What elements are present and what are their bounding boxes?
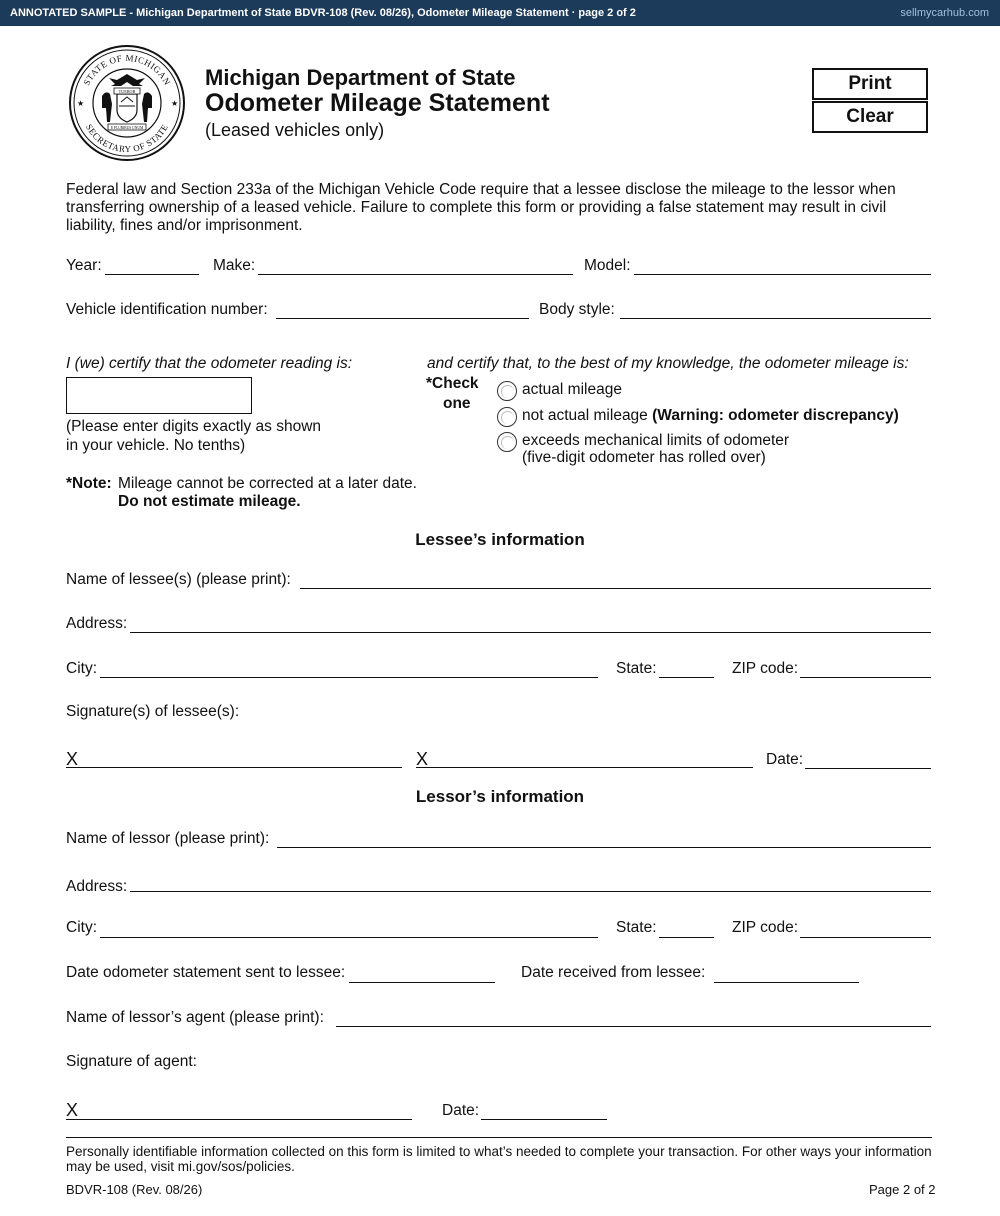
vin-label: Vehicle identification number: xyxy=(66,301,268,318)
lessee-zip-label: ZIP code: xyxy=(732,660,799,677)
actual-mileage-radio[interactable] xyxy=(497,381,517,401)
body-style-label: Body style: xyxy=(539,301,615,318)
make-field[interactable] xyxy=(258,257,573,275)
received-from-lessee-label: Date received from lessee: xyxy=(521,964,706,981)
print-button[interactable]: Print xyxy=(812,68,928,100)
lessor-state-label: State: xyxy=(616,919,657,936)
agent-date-label: Date: xyxy=(442,1102,480,1119)
lessee-name-label: Name of lessee(s) (please print): xyxy=(66,571,291,588)
lessor-heading: Lessor’s information xyxy=(415,787,585,806)
lessee-date-label: Date: xyxy=(766,751,804,768)
svg-text:SECRETARY OF STATE: SECRETARY OF STATE xyxy=(83,122,171,155)
banner-title: ANNOTATED SAMPLE - Michigan Department of State BDVR-108 (Rev. 08/26), Odometer Mileage Statement · page 2 of 2 xyxy=(10,7,636,19)
svg-text:TUEBOR: TUEBOR xyxy=(118,89,136,94)
intro-paragraph: Federal law and Section 233a of the Michigan Vehicle Code require that a lessee disclose the mileage to the lessor when transferring ownership of a leased vehicle. Failure to complete this form or providing a false statement may result in civil liability, fines and/or imprisonment. xyxy=(66,181,896,234)
lessor-zip-field[interactable] xyxy=(800,920,931,938)
note-bold-text: Do not estimate mileage. xyxy=(118,493,301,510)
svg-text:STATE OF MICHIGAN: STATE OF MICHIGAN xyxy=(81,52,173,87)
lessor-name-label: Name of lessor (please print): xyxy=(66,830,270,847)
statement-sent-label: Date odometer statement sent to lessee: xyxy=(66,964,346,981)
agent-signature-field[interactable] xyxy=(66,1102,412,1120)
lessor-address-label: Address: xyxy=(66,878,128,895)
lessee-signature-1-field[interactable] xyxy=(66,750,402,768)
lessor-city-label: City: xyxy=(66,919,97,936)
year-label: Year: xyxy=(66,257,102,274)
lessee-state-field[interactable] xyxy=(659,660,714,678)
lessee-name-field[interactable] xyxy=(300,571,931,589)
lessee-signatures-label: Signature(s) of lessee(s): xyxy=(66,703,240,720)
note-text: Mileage cannot be corrected at a later date. xyxy=(118,475,417,492)
form-subtitle: (Leased vehicles only) xyxy=(205,120,385,140)
check-one-label-2: one xyxy=(443,395,471,412)
lessor-agent-label: Name of lessor’s agent (please print): xyxy=(66,1009,324,1026)
vin-field[interactable] xyxy=(276,301,529,319)
lessee-signature-2-field[interactable] xyxy=(416,750,753,768)
received-date-field[interactable] xyxy=(714,965,859,983)
form-id: BDVR-108 (Rev. 08/26) xyxy=(66,1182,203,1197)
banner-site-link[interactable]: sellmycarhub.com xyxy=(900,7,989,19)
page-number: Page 2 of 2 xyxy=(869,1182,936,1197)
lessor-city-field[interactable] xyxy=(100,920,598,938)
odometer-discrepancy-warning: (Warning: odometer discrepancy) xyxy=(652,407,899,424)
certify-reading-label: I (we) certify that the odometer reading is: xyxy=(66,355,353,372)
lessee-state-label: State: xyxy=(616,660,657,677)
top-banner xyxy=(0,0,1000,26)
check-one-label-1: *Check xyxy=(426,375,479,392)
lessor-zip-label: ZIP code: xyxy=(732,919,799,936)
note-label: *Note: xyxy=(66,475,112,492)
lessee-city-label: City: xyxy=(66,660,97,677)
lessee-signature-2-x: X xyxy=(416,749,429,769)
form-title: Odometer Mileage Statement xyxy=(205,89,550,117)
lessee-signature-1-x: X xyxy=(66,749,79,769)
lessor-agent-field[interactable] xyxy=(336,1009,931,1027)
clear-button[interactable]: Clear xyxy=(812,101,928,133)
statement-sent-date-field[interactable] xyxy=(349,965,495,983)
lessee-address-label: Address: xyxy=(66,615,128,632)
year-field[interactable] xyxy=(105,257,199,275)
michigan-seal-icon xyxy=(68,44,186,162)
make-label: Make: xyxy=(213,257,256,274)
exceeds-limits-sublabel: (five-digit odometer has rolled over) xyxy=(522,449,766,466)
certify-mileage-label: and certify that, to the best of my knowledge, the odometer mileage is: xyxy=(427,355,909,372)
not-actual-mileage-radio[interactable] xyxy=(497,407,517,427)
svg-text:★: ★ xyxy=(77,99,85,108)
lessor-name-field[interactable] xyxy=(277,830,931,848)
odometer-hint-line2: in your vehicle. No tenths) xyxy=(66,437,246,454)
exceeds-limits-label: exceeds mechanical limits of odometer xyxy=(522,432,790,449)
model-field[interactable] xyxy=(634,257,931,275)
lessee-zip-field[interactable] xyxy=(800,660,931,678)
not-actual-mileage-label: not actual mileage (Warning: odometer discrepancy) xyxy=(522,407,899,424)
svg-text:E PLURIBUS UNUM: E PLURIBUS UNUM xyxy=(110,126,144,130)
footer-divider xyxy=(66,1137,932,1138)
actual-mileage-label: actual mileage xyxy=(522,381,622,398)
lessor-state-field[interactable] xyxy=(659,920,714,938)
privacy-notice: Personally identifiable information collected on this form is limited to what’s needed to complete your transaction. For other ways your information may be used, visit mi.gov/sos/policies. xyxy=(66,1144,932,1174)
agent-signature-x: X xyxy=(66,1100,79,1120)
odometer-hint-line1: (Please enter digits exactly as shown xyxy=(66,418,322,435)
lessor-address-field[interactable] xyxy=(130,874,931,892)
agent-date-field[interactable] xyxy=(481,1102,607,1120)
lessee-heading: Lessee’s information xyxy=(415,530,585,549)
exceeds-limits-radio[interactable] xyxy=(497,432,517,452)
agency-name: Michigan Department of State xyxy=(205,65,516,90)
agent-signature-label: Signature of agent: xyxy=(66,1053,197,1070)
model-label: Model: xyxy=(584,257,631,274)
lessee-date-field[interactable] xyxy=(805,751,931,769)
body-style-field[interactable] xyxy=(620,301,931,319)
lessee-city-field[interactable] xyxy=(100,660,598,678)
lessee-address-field[interactable] xyxy=(130,615,931,633)
odometer-reading-input[interactable] xyxy=(66,377,252,414)
svg-text:★: ★ xyxy=(171,99,179,108)
